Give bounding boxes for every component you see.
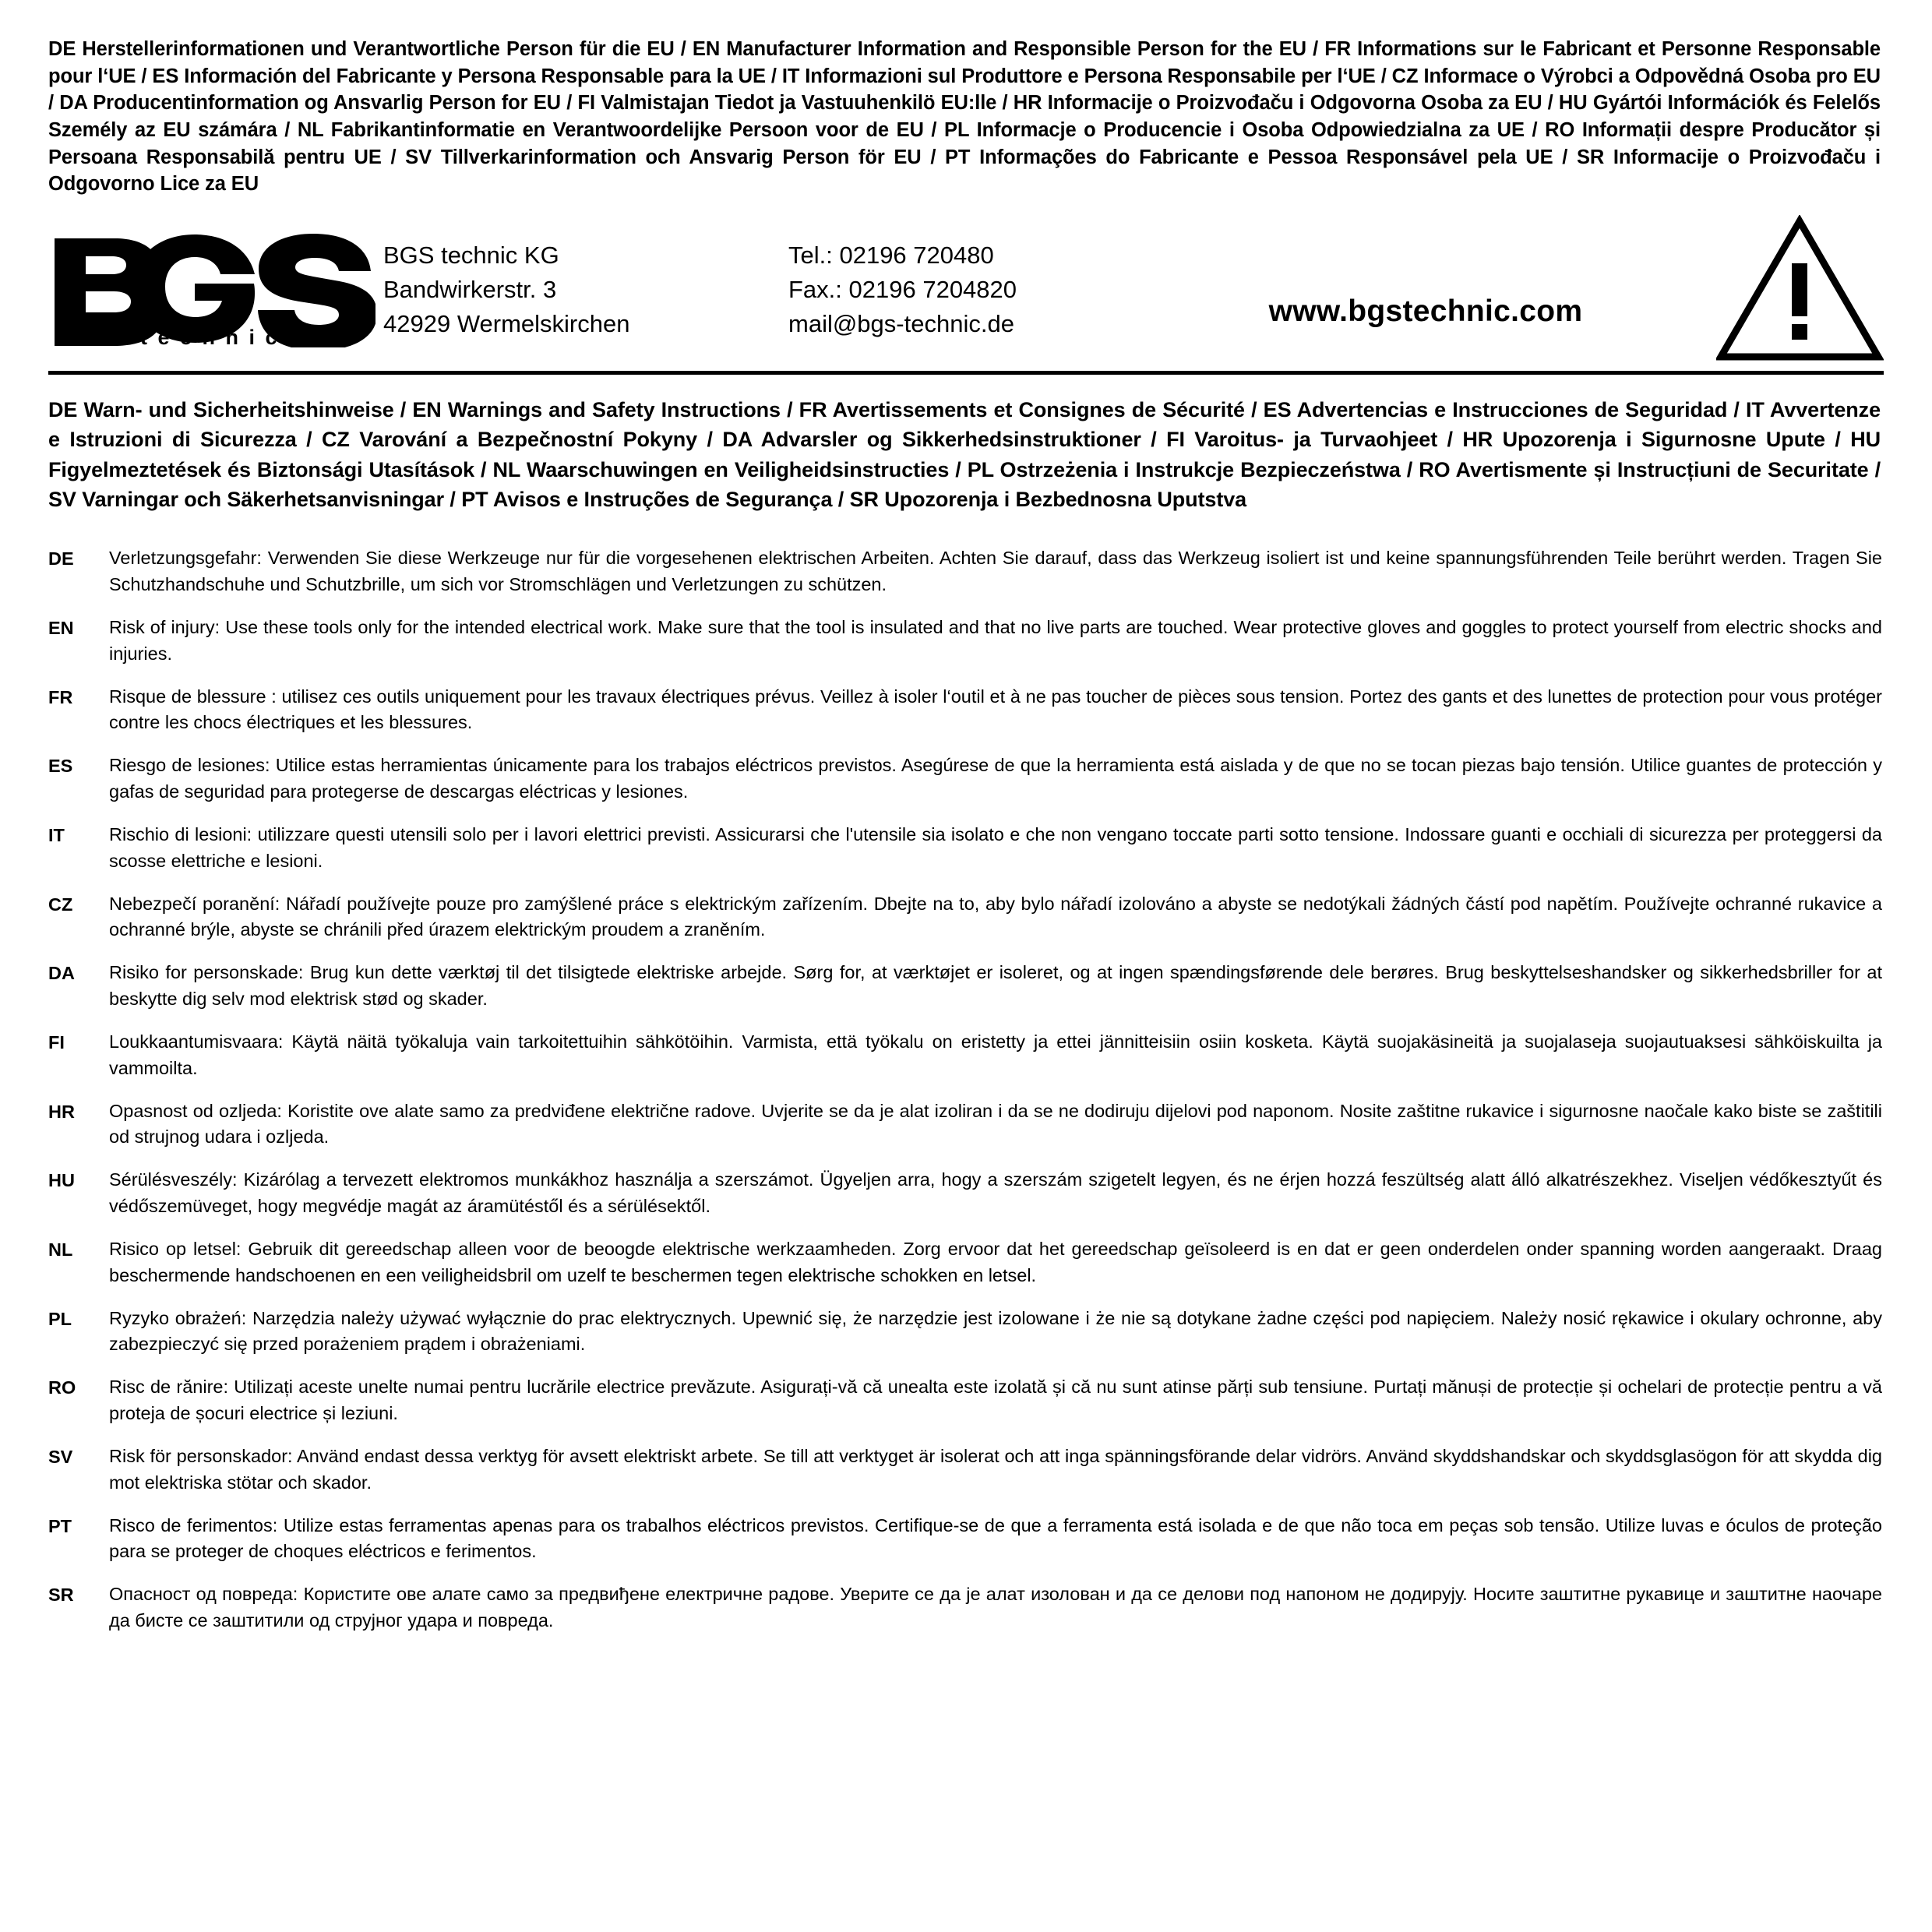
language-code: EN bbox=[48, 618, 74, 638]
manufacturer-info-header: DE Herstellerinformationen und Verantwortliche Person für die EU / EN Manufacturer Information and Responsible Person for the EU / FR Informations sur le Fabricant et Personne Responsable pour l‘UE / ES Información del Fabricante y Persona Responsable para la UE / IT Informazioni sul Produttore e Persona Responsabile per l‘UE / CZ Informace o Výrobci a Odpovědná Osoba pro EU / DA Producentinformation og Ansvarlig Person for EU / FI Valmistajan Tiedot ja Vastuuhenkilö EU:lle / HR Informacije o Proizvođaču i Odgovorna Osoba za EU / HU Gyártói Információk és Felelős Személy az EU számára / NL Fabrikantinformatie en Verantwoordelijke Persoon voor de EU / PL Informacje o Producencie i Osoba Odpowiedzialna za UE / RO Informații despre Producător și Persoana Responsabilă pentru UE / SV Tillverkarinformation och Ansvarig Person för EU / PT Informações do Fabricante e Pessoa Responsável pela UE / SR Informacije o Proizvođaču i Odgovorno Lice za EU bbox=[48, 38, 1881, 196]
company-address bbox=[383, 232, 788, 341]
company-website[interactable]: www.bgstechnic.com bbox=[1268, 294, 1583, 329]
list-item bbox=[48, 1581, 1884, 1634]
language-code: RO bbox=[48, 1377, 76, 1398]
language-code: SR bbox=[48, 1585, 74, 1606]
language-text: Risk för personskador: Använd endast dessa verktyg för avsett elektriskt arbete. Se till att verktyget är isolerat och att inga spänningsförande delar vidrörs. Använd skyddshandskar och skyddsglasögon för att skydda dig mot elektriska stötar och skador. bbox=[109, 1445, 1882, 1493]
warning-triangle-svg bbox=[1716, 215, 1884, 363]
list-item bbox=[48, 1029, 1884, 1082]
language-text: Loukkaantumisvaara: Käytä näitä työkaluja vain tarkoitettuihin sähkötöihin. Varmista, että työkalu on eristetty ja ettei jännitteisiin osiin kosketa. Käytä suojakäsineitä ja suojalaseja suojautuaksesi sähköiskuilta ja vammoilta. bbox=[109, 1031, 1882, 1078]
list-item bbox=[48, 891, 1884, 944]
company-street: Bandwirkerstr. 3 bbox=[383, 276, 557, 304]
list-item bbox=[48, 684, 1884, 737]
list-item bbox=[48, 1374, 1884, 1427]
list-item bbox=[48, 1513, 1884, 1566]
company-info-band bbox=[48, 215, 1884, 375]
warning-triangle-icon bbox=[1689, 210, 1884, 363]
language-text: Risc de rănire: Utilizați aceste unelte numai pentru lucrările electrice prevăzute. Asigurați-vă că unealta este izolată și că nu sunt atinse părți sub tensiune. Purtați mănuși de protecție și ochelari de protecție pentru a vă proteja de șocuri electrice și leziuni. bbox=[109, 1377, 1882, 1424]
company-tel: Tel.: 02196 720480 bbox=[788, 242, 994, 269]
bgs-logo-svg bbox=[48, 231, 375, 347]
language-code: SV bbox=[48, 1446, 73, 1467]
language-text: Risiko for personskade: Brug kun dette værktøj til det tilsigtede elektriske arbejde. Sørg for, at værktøjet er isoleret, og at ingen spændingsførende dele berøres. Brug beskyttelseshandsker og sikkerhedsbriller for at beskytte dig selv mod elektrisk stød og skader. bbox=[109, 962, 1882, 1010]
company-email[interactable]: mail@bgs-technic.de bbox=[788, 310, 1014, 338]
company-name: BGS technic KG bbox=[383, 242, 559, 269]
company-city: 42929 Wermelskirchen bbox=[383, 310, 630, 338]
list-item bbox=[48, 1236, 1884, 1289]
list-item bbox=[48, 960, 1884, 1013]
bgs-logo bbox=[48, 226, 383, 347]
language-text: Опасност од повреда: Користите ове алате само за предвиђене електричне радове. Уверите се да је алат изолован и да се делови под напоном не додирују. Носите заштитне рукавице и заштитне наочаре да бисте се заштитили од струјног удара и повреда. bbox=[109, 1584, 1882, 1631]
list-item bbox=[48, 545, 1884, 598]
language-text: Nebezpečí poranění: Nářadí používejte pouze pro zamýšlené práce s elektrickým zařízením. Dbejte na to, aby bylo nářadí izolováno a abyste se nedotýkali žádných částí pod napětím. Používejte ochranné rukavice a ochranné brýle, abyste se chránili před úrazem elektrickým proudem a zraněním. bbox=[109, 893, 1882, 940]
language-code: HR bbox=[48, 1101, 75, 1122]
list-item bbox=[48, 1167, 1884, 1220]
svg-text:®: ® bbox=[299, 231, 317, 257]
language-code: NL bbox=[48, 1239, 73, 1260]
language-text: Riesgo de lesiones: Utilice estas herramientas únicamente para los trabajos eléctricos previstos. Asegúrese de que la herramienta está aislada y de que no se tocan piezas bajo tensión. Utilice guantes de protección y gafas de seguridad para protegerse de descargas eléctricas y lesiones. bbox=[109, 755, 1882, 802]
list-item bbox=[48, 1444, 1884, 1497]
language-text: Verletzungsgefahr: Verwenden Sie diese Werkzeuge nur für die vorgesehenen elektrischen Arbeiten. Achten Sie darauf, dass das Werkzeug isoliert ist und keine spannungsführenden Teile berührt werden. Tragen Sie Schutzhandschuhe und Schutzbrille, um sich vor Stromschlägen und Verletzungen zu schützen. bbox=[109, 548, 1882, 595]
company-contact bbox=[788, 232, 1162, 341]
language-code: DE bbox=[48, 548, 74, 569]
language-text: Rischio di lesioni: utilizzare questi utensili solo per i lavori elettrici previsti. Assicurarsi che l'utensile sia isolato e che non vengano toccate parti sotto tensione. Indossare guanti e occhiali di sicurezza per proteggersi da scosse elettriche e lesioni. bbox=[109, 823, 1882, 871]
list-item bbox=[48, 615, 1884, 668]
language-code: FR bbox=[48, 686, 73, 707]
language-code: IT bbox=[48, 824, 65, 845]
language-text: Risk of injury: Use these tools only for the intended electrical work. Make sure that the tool is insulated and that no live parts are touched. Wear protective gloves and goggles to protect yourself from electric shocks and injuries. bbox=[109, 617, 1882, 664]
warnings-heading: DE Warn- und Sicherheitshinweise / EN Warnings and Safety Instructions / FR Avertissements et Consignes de Sécurité / ES Advertencias e Instrucciones de Seguridad / IT Avvertenze e Istruzioni di Sicurezza / CZ Varování a Bezpečnostní Pokyny / DA Advarsler og Sikkerhedsinstruktioner / FI Varoitus- ja Turvaohjeet / HR Upozorenja i Sigurnosne Upute / HU Figyelmeztetések és Biztonsági Utasítások / NL Waarschuwingen en Veiligheidsinstructies / PL Ostrzeżenia i Instrukcje Bezpieczeństwa / RO Avertismente și Instrucțiuni de Securitate / SV Varningar och Säkerhetsanvisningar / PT Avisos e Instruções de Segurança / SR Upozorenja i Bezbednosna Uputstva bbox=[48, 398, 1881, 512]
language-text: Opasnost od ozljeda: Koristite ove alate samo za predviđene električne radove. Uvjerite se da je alat izoliran i da se ne dodiruju dijelovi pod naponom. Nosite zaštitne rukavice i sigurnosne naočale kako biste se zaštitili od strujnog udara i ozljeda. bbox=[109, 1100, 1882, 1148]
language-text: Risco de ferimentos: Utilize estas ferramentas apenas para os trabalhos eléctricos previstos. Certifique-se de que a ferramenta está isolada e de que não toca em peças sob tensão. Utilize luvas e óculos de proteção para se proteger de choques eléctricos e ferimentos. bbox=[109, 1514, 1882, 1562]
language-text: Risque de blessure : utilisez ces outils uniquement pour les travaux électriques prévus. Veillez à isoler l‘outil et à ne pas toucher de pièces sous tension. Portez des gants et des lunettes de protection pour vous protéger contre les chocs électriques et les blessures. bbox=[109, 686, 1882, 733]
list-item bbox=[48, 753, 1884, 806]
language-text: Sérülésveszély: Kizárólag a tervezett elektromos munkákhoz használja a szerszámot. Ügyeljen arra, hogy a szerszám szigetelt legyen, és ne érjen hozzá feszültség alatt álló alkatrészekhez. Viseljen védőkesztyűt és védőszemüveget, hogy megvédje magát az áramütéstől és a sérülésektől. bbox=[109, 1169, 1882, 1217]
language-code: FI bbox=[48, 1031, 65, 1052]
language-text: Risico op letsel: Gebruik dit gereedschap alleen voor de beoogde elektrische werkzaamheden. Zorg ervoor dat het gereedschap geïsoleerd is en dat er geen onderdelen onder spanning worden aangeraakt. Draag beschermende handschoenen en een veiligheidsbril om uzelf te beschermen tegen elektrische schokken en letsel. bbox=[109, 1238, 1882, 1285]
language-text: Ryzyko obrażeń: Narzędzia należy używać wyłącznie do prac elektrycznych. Upewnić się, że narzędzie jest izolowane i że nie są dotykane żadne części pod napięciem. Należy nosić rękawice i okulary ochronne, aby zabezpieczyć się przed porażeniem prądem i obrażeniami. bbox=[109, 1307, 1882, 1355]
language-code: HU bbox=[48, 1170, 75, 1191]
safety-instruction-list bbox=[48, 545, 1884, 1634]
language-code: PT bbox=[48, 1515, 72, 1536]
list-item bbox=[48, 1306, 1884, 1359]
language-code: PL bbox=[48, 1308, 72, 1329]
svg-text:t e c h n i c: t e c h n i c bbox=[140, 326, 280, 348]
list-item bbox=[48, 822, 1884, 875]
company-fax: Fax.: 02196 7204820 bbox=[788, 276, 1017, 304]
language-code: CZ bbox=[48, 894, 73, 915]
list-item bbox=[48, 1098, 1884, 1151]
language-code: ES bbox=[48, 756, 73, 777]
language-code: DA bbox=[48, 963, 75, 984]
